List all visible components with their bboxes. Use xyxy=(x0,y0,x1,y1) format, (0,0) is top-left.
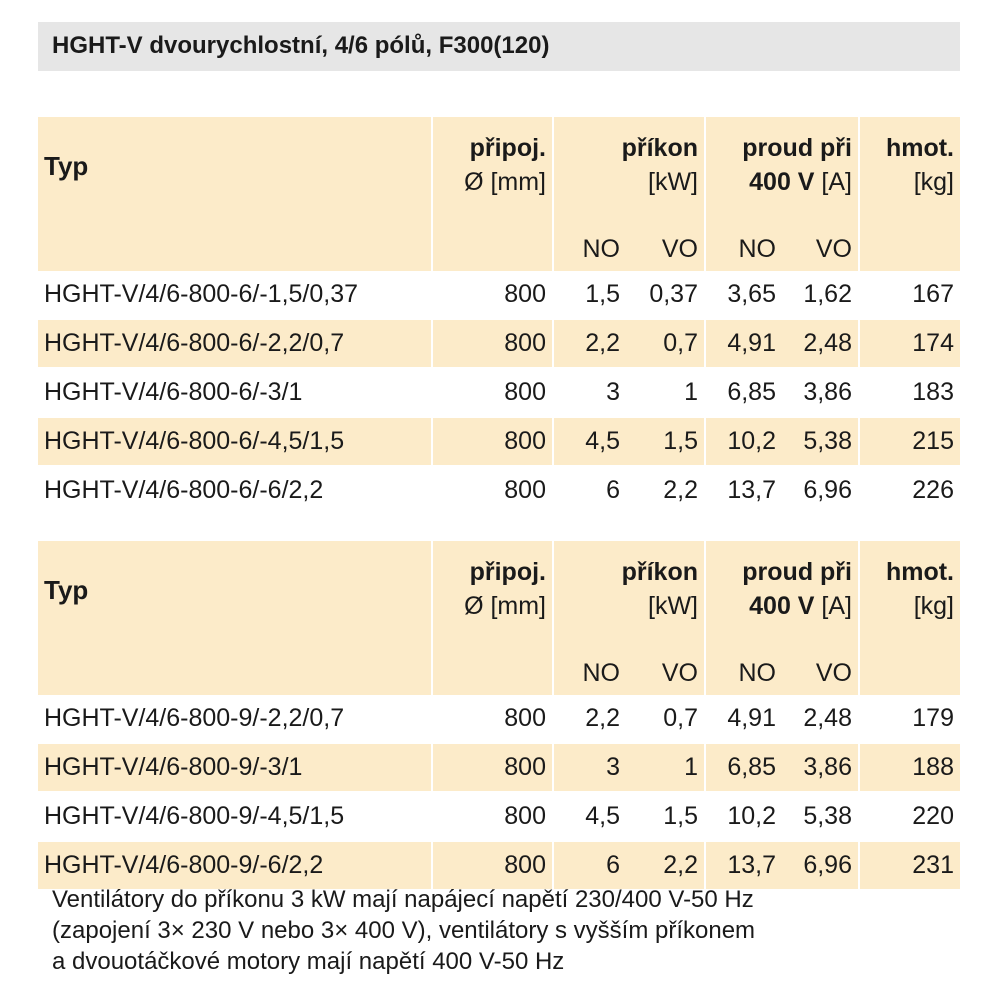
subheader-prikon-vo: VO xyxy=(626,227,704,271)
cell-hmot: 174 xyxy=(858,318,960,367)
cell-hmot: 215 xyxy=(858,416,960,465)
cell-hmot: 167 xyxy=(858,271,960,318)
cell-proud-no: 13,7 xyxy=(704,465,782,514)
cell-pripoj: 800 xyxy=(431,791,552,840)
spec-table-2 xyxy=(38,541,960,889)
cell-typ: HGHT-V/4/6-800-9/-2,2/0,7 xyxy=(44,704,345,732)
table-row xyxy=(38,416,960,465)
cell-typ: HGHT-V/4/6-800-6/-1,5/0,37 xyxy=(44,280,359,308)
cell-prikon-vo: 2,2 xyxy=(626,465,704,514)
cell-proud-no: 4,91 xyxy=(704,318,782,367)
table-row xyxy=(38,742,960,791)
footnote-line: (zapojení 3× 230 V nebo 3× 400 V), ventilátory s vyšším příkonem xyxy=(52,917,756,944)
cell-pripoj: 800 xyxy=(431,465,552,514)
cell-proud-no: 13,7 xyxy=(704,840,782,889)
cell-pripoj: 800 xyxy=(431,271,552,318)
footnote-line: Ventilátory do příkonu 3 kW mají napájecí napětí 230/400 V-50 Hz xyxy=(52,886,754,913)
cell-proud-no: 6,85 xyxy=(704,742,782,791)
cell-prikon-vo: 0,37 xyxy=(649,280,698,308)
table-row xyxy=(38,465,960,514)
subheader-proud-no: NO xyxy=(704,651,782,695)
table-row xyxy=(38,318,960,367)
cell-prikon-no: 3 xyxy=(552,742,626,791)
cell-prikon-vo: 1 xyxy=(626,367,704,416)
table-body xyxy=(38,117,960,514)
subheader-prikon-vo: VO xyxy=(626,651,704,695)
page-title: HGHT-V dvourychlostní, 4/6 pólů, F300(120) xyxy=(52,32,550,59)
cell-proud-vo: 3,86 xyxy=(782,742,858,791)
cell-proud-no: 4,91 xyxy=(704,695,782,742)
cell-prikon-no: 4,5 xyxy=(552,791,626,840)
header-pripoj: připoj. Ø [mm] xyxy=(431,117,552,271)
table-row xyxy=(38,271,960,318)
header-proud: proud při 400 V [A] xyxy=(704,117,858,227)
cell-prikon-vo: 2,2 xyxy=(626,840,704,889)
subheader-proud-vo: VO xyxy=(782,651,858,695)
cell-proud-vo: 3,86 xyxy=(782,367,858,416)
footnote-line: a dvouotáčkové motory mají napětí 400 V-50 Hz xyxy=(52,948,565,975)
cell-typ: HGHT-V/4/6-800-9/-4,5/1,5 xyxy=(38,791,431,840)
cell-prikon-no: 2,2 xyxy=(552,695,626,742)
cell-hmot: 220 xyxy=(858,791,960,840)
cell-pripoj: 800 xyxy=(431,695,552,742)
cell-proud-no: 3,65 xyxy=(704,271,782,318)
header-typ: Typ xyxy=(38,541,431,695)
spec-table-1 xyxy=(38,117,960,514)
cell-proud-vo: 5,38 xyxy=(782,791,858,840)
cell-typ: HGHT-V/4/6-800-6/-3/1 xyxy=(38,367,431,416)
cell-prikon-no: 6 xyxy=(552,465,626,514)
cell-prikon-no: 4,5 xyxy=(552,416,626,465)
cell-pripoj: 800 xyxy=(431,742,552,791)
header-prikon: příkon [kW] xyxy=(552,541,704,651)
header-pripoj: připoj. Ø [mm] xyxy=(431,541,552,695)
header-row xyxy=(38,541,960,651)
header-hmot: hmot. [kg] xyxy=(858,117,960,271)
cell-hmot: 179 xyxy=(858,695,960,742)
cell-prikon-vo: 0,7 xyxy=(663,704,698,732)
cell-hmot: 188 xyxy=(858,742,960,791)
cell-proud-vo: 6,96 xyxy=(782,465,858,514)
cell-pripoj: 800 xyxy=(431,318,552,367)
cell-prikon-vo: 1 xyxy=(626,742,704,791)
cell-typ: HGHT-V/4/6-800-9/-3/1 xyxy=(38,742,431,791)
cell-hmot: 231 xyxy=(858,840,960,889)
header-hmot: hmot. [kg] xyxy=(858,541,960,695)
cell-typ: HGHT-V/4/6-800-6/-6/2,2 xyxy=(38,465,431,514)
cell-proud-vo: 5,38 xyxy=(782,416,858,465)
table-row xyxy=(38,367,960,416)
cell-pripoj: 800 xyxy=(431,416,552,465)
cell-pripoj: 800 xyxy=(431,840,552,889)
cell-prikon-no: 2,2 xyxy=(552,318,626,367)
cell-proud-no: 10,2 xyxy=(704,791,782,840)
cell-proud-no: 10,2 xyxy=(704,416,782,465)
table-row xyxy=(38,791,960,840)
title-bar xyxy=(38,22,960,71)
subheader-proud-no: NO xyxy=(704,227,782,271)
header-typ: Typ xyxy=(38,117,431,271)
cell-proud-no: 6,85 xyxy=(704,367,782,416)
cell-prikon-vo: 0,7 xyxy=(626,318,704,367)
cell-proud-vo: 2,48 xyxy=(803,704,852,732)
cell-prikon-no: 6 xyxy=(552,840,626,889)
cell-proud-vo: 6,96 xyxy=(782,840,858,889)
header-prikon: příkon [kW] xyxy=(552,117,704,227)
cell-typ: HGHT-V/4/6-800-6/-2,2/0,7 xyxy=(38,318,431,367)
header-row xyxy=(38,117,960,227)
cell-pripoj: 800 xyxy=(431,367,552,416)
table-body xyxy=(38,541,960,889)
subheader-prikon-no: NO xyxy=(552,227,626,271)
cell-prikon-no: 1,5 xyxy=(552,271,626,318)
cell-hmot: 183 xyxy=(858,367,960,416)
footnote xyxy=(52,884,972,977)
cell-proud-vo: 2,48 xyxy=(782,318,858,367)
table-row xyxy=(38,695,960,742)
cell-typ: HGHT-V/4/6-800-9/-6/2,2 xyxy=(38,840,431,889)
cell-prikon-vo: 1,5 xyxy=(626,416,704,465)
cell-proud-vo: 1,62 xyxy=(803,280,852,308)
table-row xyxy=(38,840,960,889)
subheader-proud-vo: VO xyxy=(782,227,858,271)
cell-prikon-no: 3 xyxy=(552,367,626,416)
cell-hmot: 226 xyxy=(858,465,960,514)
cell-typ: HGHT-V/4/6-800-6/-4,5/1,5 xyxy=(38,416,431,465)
header-proud: proud při 400 V [A] xyxy=(704,541,858,651)
subheader-prikon-no: NO xyxy=(552,651,626,695)
cell-prikon-vo: 1,5 xyxy=(626,791,704,840)
